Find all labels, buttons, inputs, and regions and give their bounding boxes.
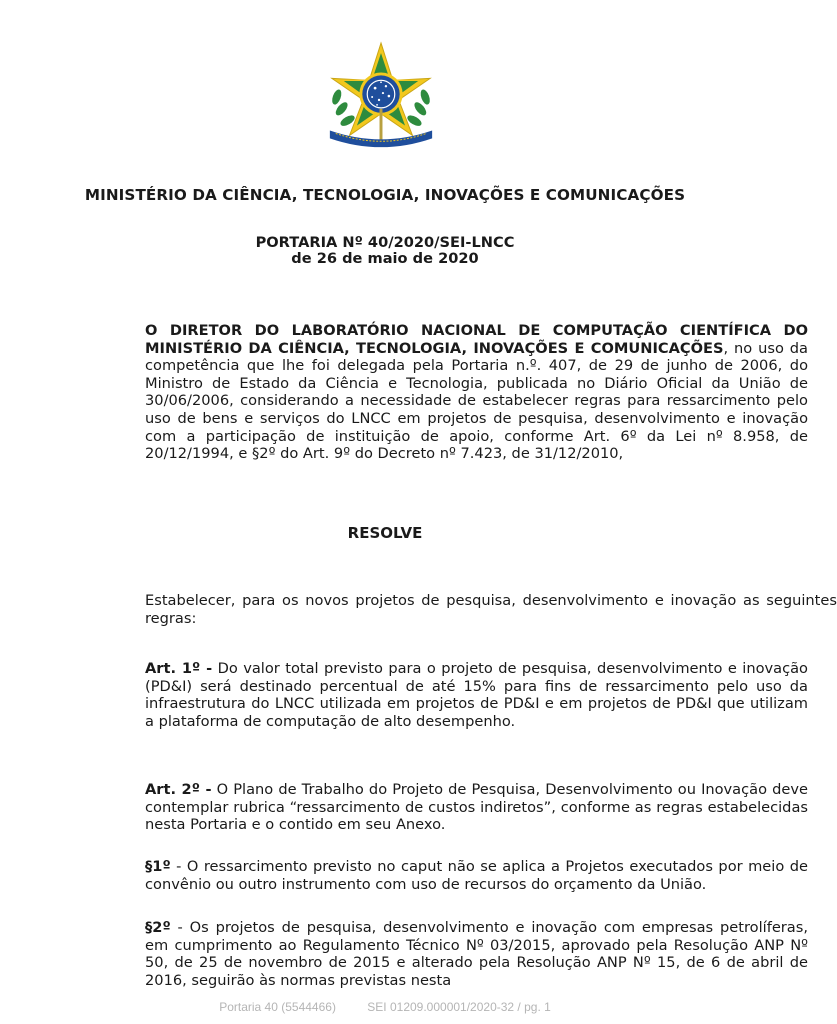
paragraph-2-label: §2º <box>145 919 171 936</box>
paragraph-2 <box>53 919 808 989</box>
paragraph-1-text: - O ressarcimento previsto no caput não se aplica a Projetos executados por meio de convênio ou outro instrumento com uso de recursos do orçamento da União. <box>145 858 808 893</box>
article-1-text: Do valor total previsto para o projeto de pesquisa, desenvolvimento e inovação (PD&I) será destinado percentual de até 15% para fins de ressarcimento pelo uso da infraestrutura do LNCC utilizada em projetos de PD&I e em projetos de PD&I que utilizam a plataforma de computação de alto desempenho. <box>145 660 808 730</box>
footer-document-ref: Portaria 40 (5544466) <box>219 1000 336 1014</box>
paragraph-1-label: §1º <box>145 858 171 875</box>
portaria-heading <box>0 235 770 267</box>
preamble-text: , no uso da competência que lhe foi delegada pela Portaria n.º. 407, de 29 de junho de 2006, do Ministro de Estado da Ciência e Tecnologia, publicada no Diário Oficial da União de 30/06/2006, considerando a necessidade de estabelecer regras para ressarcimento pelo uso de bens e serviços do LNCC em projetos de pesquisa, desenvolvimento e inovação com a participação de instituição de apoio, conforme Art. 6º da Lei nº 8.958, de 20/12/1994, e §2º do Art. 9º do Decreto nº 7.423, de 31/12/2010, <box>145 339 808 463</box>
article-1-paragraph <box>53 660 808 730</box>
authority-text: O DIRETOR DO LABORATÓRIO NACIONAL DE COMPUTAÇÃO CIENTÍFICA DO MINISTÉRIO DA CIÊNCIA, TECNOLOGIA, INOVAÇÕES E COMUNICAÇÕES <box>145 322 808 357</box>
footer-sei-ref: SEI 01209.000001/2020-32 / pg. 1 <box>367 1000 551 1014</box>
article-2-paragraph <box>53 781 808 834</box>
paragraph-1 <box>53 858 808 893</box>
coat-of-arms-brazil <box>322 40 440 158</box>
intro-paragraph: Estabelecer, para os novos projetos de pesquisa, desenvolvimento e inovação as seguintes regras: <box>145 592 837 627</box>
resolve-heading: RESOLVE <box>347 524 423 542</box>
portaria-number: PORTARIA Nº 40/2020/SEI-LNCC <box>255 234 515 251</box>
paragraph-2-text: - Os projetos de pesquisa, desenvolvimento e inovação com empresas petrolíferas, em cumprimento ao Regulamento Técnico Nº 03/2015, aprovado pela Resolução ANP Nº 50, de 25 de novembro de 2015 e alterado pela Resolução ANP Nº 15, de 6 de abril de 2016, seguirão às normas previstas nesta <box>145 919 808 989</box>
portaria-date: de 26 de maio de 2020 <box>291 250 479 267</box>
ministry-heading: MINISTÉRIO DA CIÊNCIA, TECNOLOGIA, INOVAÇÕES E COMUNICAÇÕES <box>84 186 686 204</box>
page-footer <box>0 1000 770 1014</box>
article-2-text: O Plano de Trabalho do Projeto de Pesquisa, Desenvolvimento ou Inovação deve contemplar rubrica “ressarcimento de custos indiretos”, conforme as regras estabelecidas nesta Portaria e o contido em seu Anexo. <box>145 781 808 834</box>
article-2-label: Art. 2º - <box>145 781 212 798</box>
article-1-label: Art. 1º - <box>145 660 213 677</box>
preamble-paragraph <box>53 322 808 463</box>
